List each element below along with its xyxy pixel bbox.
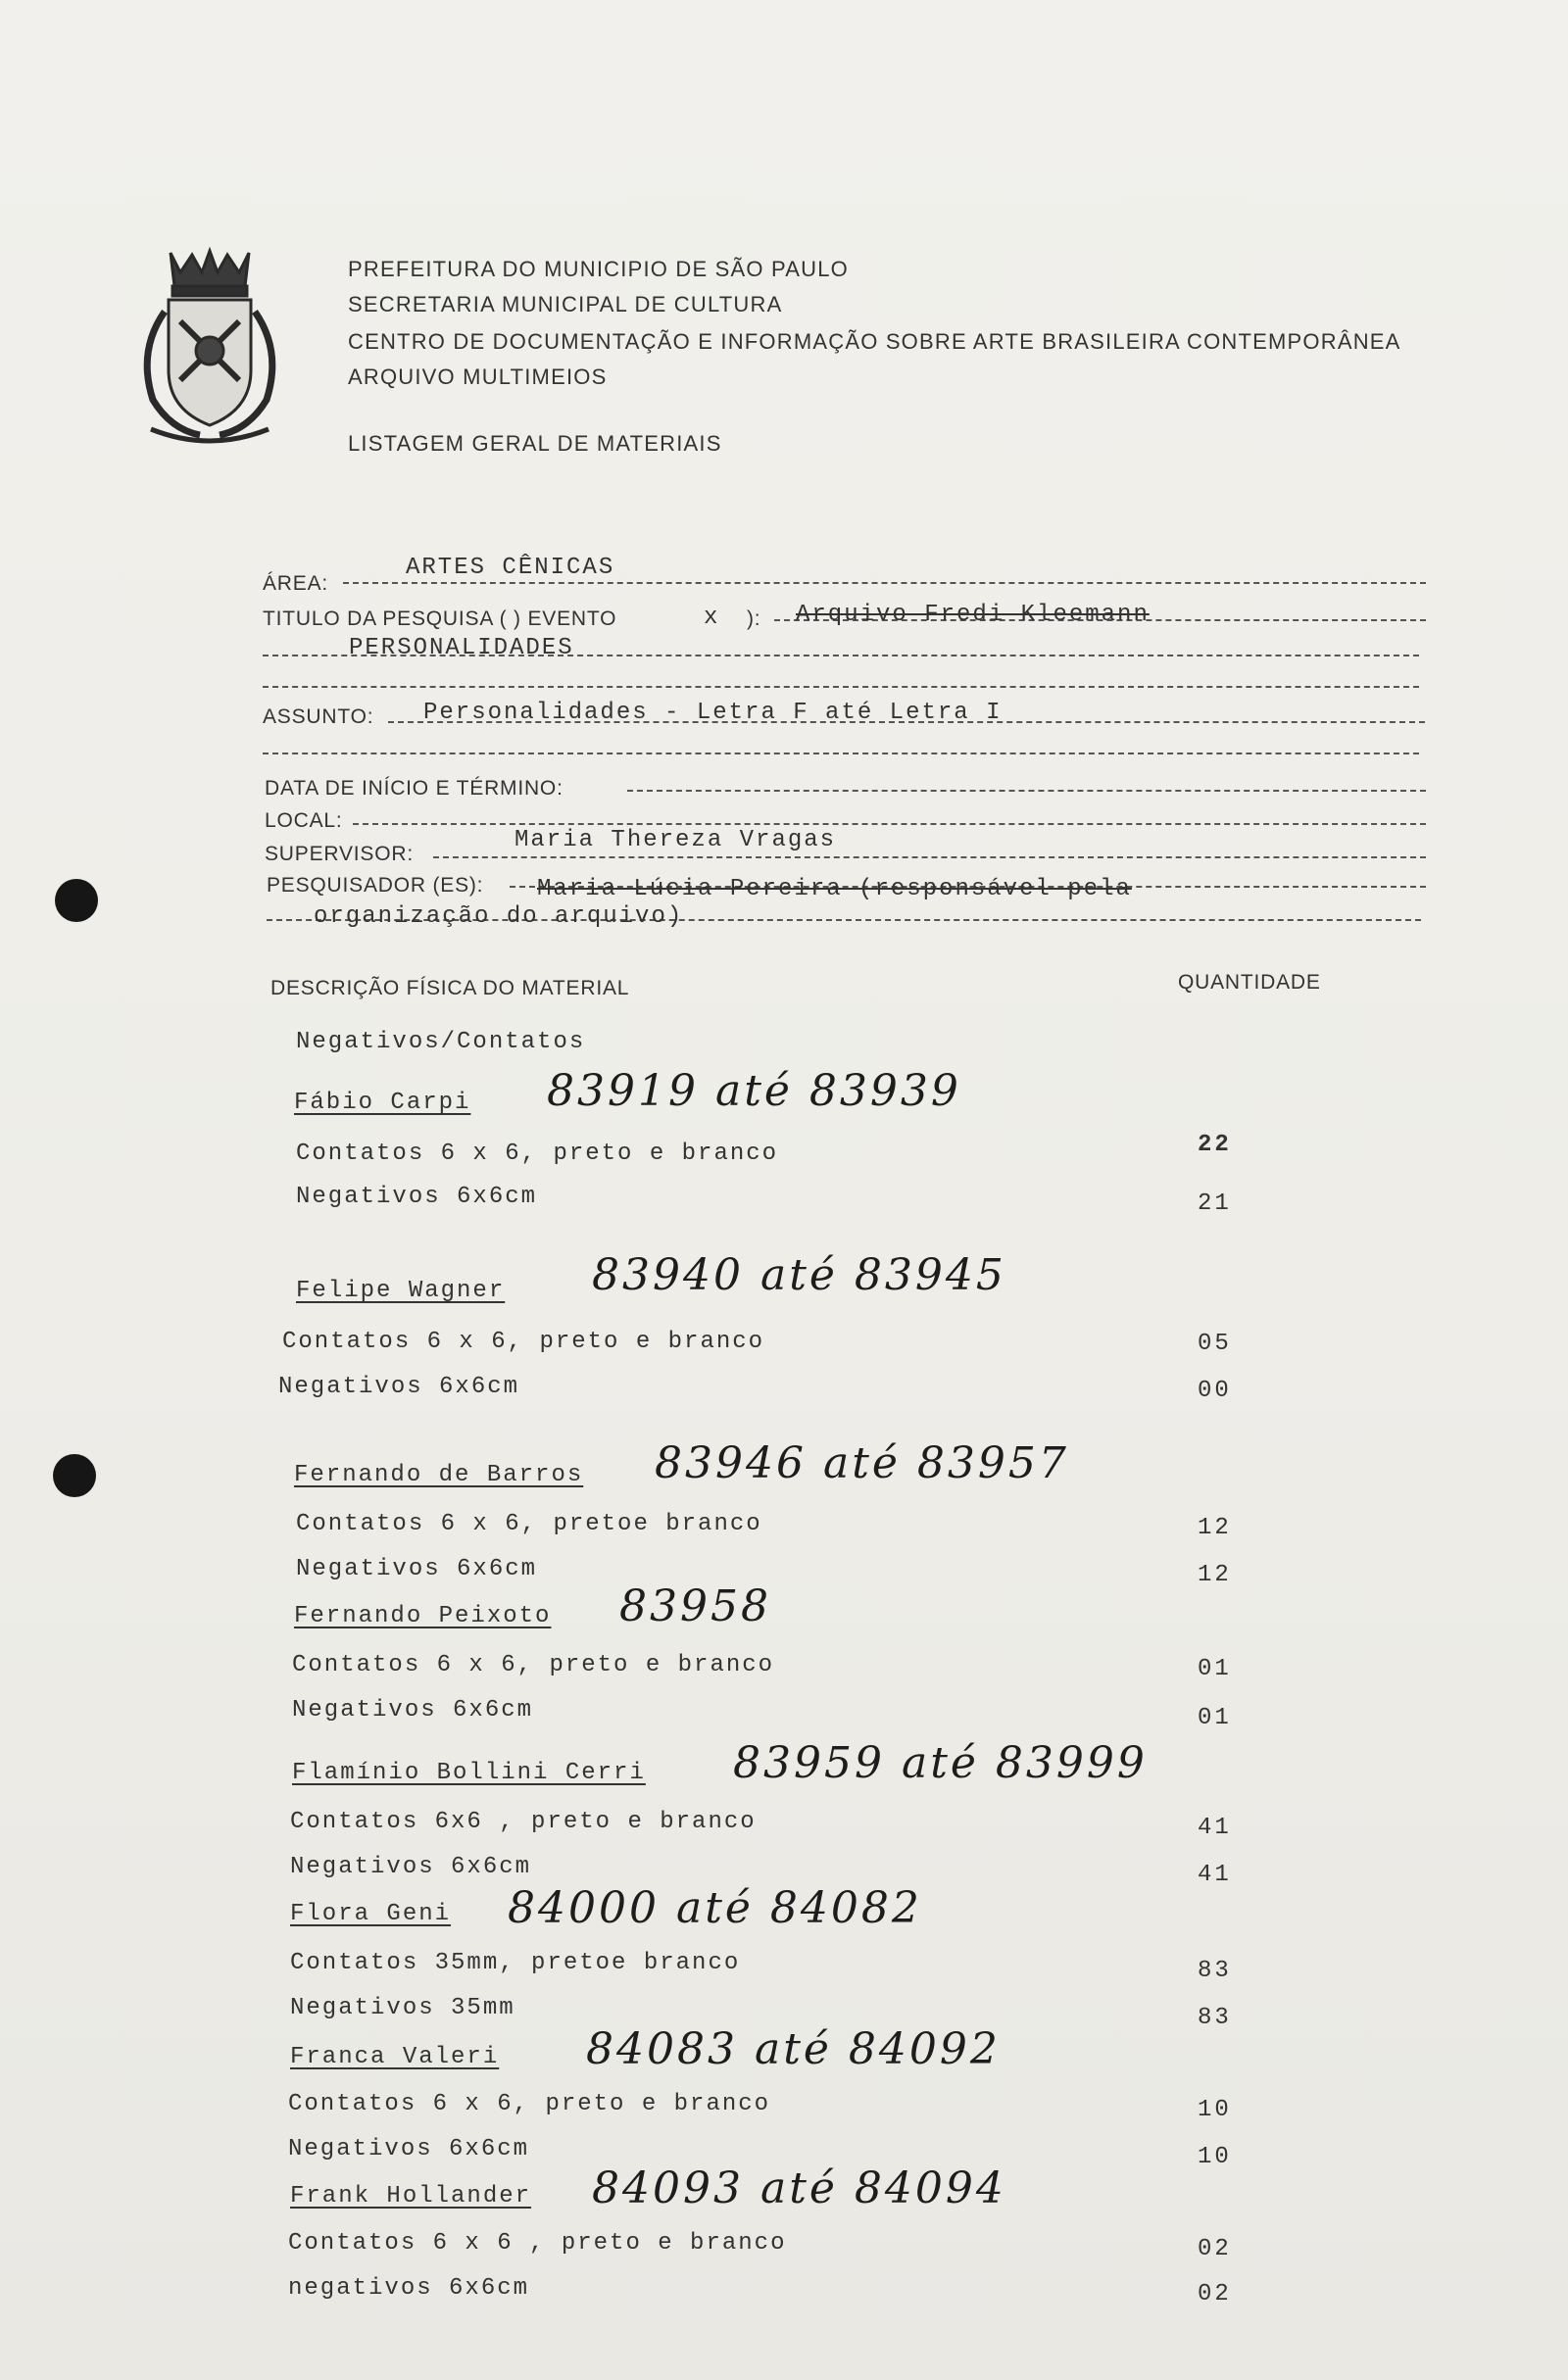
header-line-arquivo: ARQUIVO MULTIMEIOS [348,364,608,389]
entry-range-handwritten: 83940 até 83945 [592,1250,1006,1300]
entry-qty-negativos: 12 [1198,1562,1232,1588]
entry-qty-negativos: 00 [1198,1378,1232,1404]
entry-negativos: negativos 6x6cm [288,2275,530,2302]
entry-name: Franca Valeri [290,2044,500,2070]
entry-range-handwritten: 84093 até 84094 [592,2163,1006,2213]
dashed-line [627,790,1426,792]
entry-negativos: Negativos 35mm [290,1995,515,2021]
entry-name: Fábio Carpi [294,1090,471,1116]
entry-qty-negativos: 01 [1198,1705,1232,1731]
entry-name: Fernando de Barros [294,1462,584,1488]
municipal-coat-of-arms-icon [131,243,288,449]
entry-contatos: Contatos 6x6 , preto e branco [290,1809,757,1835]
dashed-line [433,856,1426,858]
punch-hole [55,879,98,922]
entry-contatos: Contatos 35mm, pretoe branco [290,1950,741,1976]
pesquisador-label: PESQUISADOR (ES): [267,874,484,897]
entry-contatos: Contatos 6 x 6, preto e branco [282,1329,765,1355]
entry-qty-contatos: 22 [1198,1132,1232,1158]
entry-qty-negativos: 10 [1198,2144,1232,2170]
assunto-label: ASSUNTO: [263,705,374,728]
dashed-line [263,753,1419,754]
entry-contatos: Contatos 6 x 6, preto e branco [296,1141,779,1167]
entry-contatos: Contatos 6 x 6, preto e branco [288,2091,771,2117]
entry-name: Felipe Wagner [296,1278,506,1304]
entry-name: Frank Hollander [290,2183,532,2210]
entry-range-handwritten: 84000 até 84082 [508,1883,922,1933]
local-label: LOCAL: [265,809,343,832]
entry-range-handwritten: 84083 até 84092 [586,2024,1001,2074]
entry-negativos: Negativos 6x6cm [288,2136,530,2162]
entry-negativos: Negativos 6x6cm [278,1374,520,1400]
entry-qty-contatos: 02 [1198,2236,1232,2262]
punch-hole [53,1454,96,1497]
entry-range-handwritten: 83959 até 83999 [733,1738,1148,1788]
area-value: ARTES CÊNICAS [406,555,615,581]
titulo-separator: ): [747,607,761,630]
entry-qty-contatos: 05 [1198,1331,1232,1357]
entry-range-handwritten: 83958 [619,1581,771,1631]
evento-mark: x [704,605,720,631]
entry-negativos: Negativos 6x6cm [296,1184,538,1210]
entry-contatos: Contatos 6 x 6 , preto e branco [288,2230,787,2257]
entry-negativos: Negativos 6x6cm [296,1556,538,1582]
entry-qty-negativos: 21 [1198,1190,1232,1217]
entry-qty-contatos: 01 [1198,1656,1232,1682]
entry-name: Fernando Peixoto [294,1603,552,1629]
header-line-centro: CENTRO DE DOCUMENTAÇÃO E INFORMAÇÃO SOBRE ARTE BRASILEIRA CONTEMPORÂNEA [348,329,1401,354]
titulo-value: Arquivo Fredi Kleemann [796,602,1150,628]
entry-negativos: Negativos 6x6cm [290,1854,532,1880]
pesquisador-line2: organização do arquivo) [314,903,684,930]
data-label: DATA DE INÍCIO E TÉRMINO: [265,777,564,800]
header-line-prefeitura: PREFEITURA DO MUNICIPIO DE SÃO PAULO [348,257,849,281]
titulo-label: TITULO DA PESQUISA ( ) EVENTO [263,607,617,630]
description-header: DESCRIÇÃO FÍSICA DO MATERIAL [270,977,630,999]
entry-negativos: Negativos 6x6cm [292,1697,534,1724]
entry-qty-contatos: 10 [1198,2097,1232,2123]
entry-name: Flamínio Bollini Cerri [292,1760,646,1786]
pesquisador-value: Maria Lúcia Pereira (responsável pela [537,876,1132,902]
entry-name: Flora Geni [290,1901,452,1927]
entry-qty-contatos: 12 [1198,1515,1232,1541]
entry-range-handwritten: 83946 até 83957 [655,1438,1069,1488]
quantity-header: QUANTIDADE [1178,971,1321,994]
entry-qty-contatos: 83 [1198,1958,1232,1984]
entry-qty-negativos: 83 [1198,2005,1232,2031]
header-line-secretaria: SECRETARIA MUNICIPAL DE CULTURA [348,292,783,316]
entry-contatos: Contatos 6 x 6, preto e branco [292,1652,775,1678]
supervisor-value: Maria Thereza Vragas [514,827,837,853]
area-label: ÁREA: [263,572,329,595]
entry-qty-negativos: 02 [1198,2281,1232,2307]
list-title: LISTAGEM GERAL DE MATERIAIS [348,431,722,456]
dashed-line [263,686,1419,688]
section-subtitle: Negativos/Contatos [296,1029,586,1055]
dashed-line [353,823,1426,825]
entry-qty-contatos: 41 [1198,1815,1232,1841]
titulo-line2: PERSONALIDADES [349,635,574,661]
entry-contatos: Contatos 6 x 6, pretoe branco [296,1511,762,1537]
entry-range-handwritten: 83919 até 83939 [547,1066,961,1116]
assunto-value: Personalidades - Letra F até Letra I [423,700,1003,726]
supervisor-label: SUPERVISOR: [265,843,414,865]
dashed-line [343,582,1426,584]
entry-qty-negativos: 41 [1198,1862,1232,1888]
